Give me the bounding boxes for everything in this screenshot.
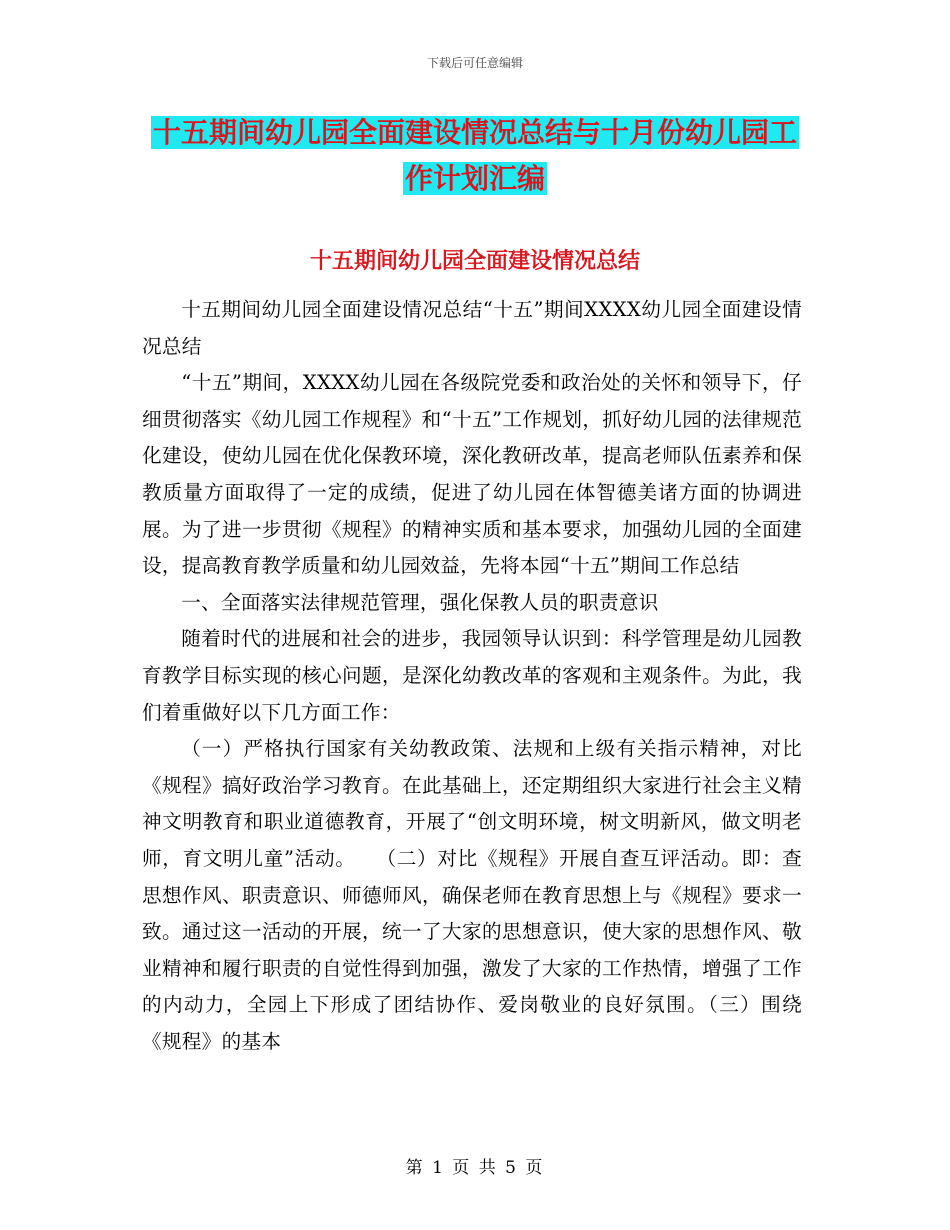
section-heading: 一、全面落实法律规范管理，强化保教人员的职责意识 — [181, 590, 659, 614]
body-text — [142, 292, 802, 1060]
paragraph: 十五期间幼儿园全面建设情况总结“十五”期间XXXX幼儿园全面建设情况总结 — [142, 298, 802, 358]
header-note: 下载后可任意编辑 — [426, 56, 523, 70]
paragraph: （一）严格执行国家有关幼教政策、法规和上级有关指示精神，对比《规程》搞好政治学习教育。在此基础上，还定期组织大家进行社会主义精神文明教育和职业道德教育，开展了“创文明环境，树文明新风，做文明老师，育文明儿童”活动。 （二）对比《规程》开展自查互评活动。即：查思想作风、职责意识、师德师风，确保老师在教育思想上与《规程》要求一致。通过这一活动的开展，统一了大家的思想意识，使大家的思想作风、敬业精神和履行职责的自觉性得到加强，激发了大家的工作热情，增强了工作的内动力，全园上下形成了团结协作、爱岗敬业的良好氛围。（三）围绕《规程》的基本 — [142, 737, 802, 1053]
page-number: 第 1 页 共 5 页 — [405, 1158, 545, 1178]
section-title: 十五期间幼儿园全面建设情况总结 — [309, 249, 640, 274]
paragraph: 随着时代的进展和社会的进步，我园领导认识到：科学管理是幼儿园教育教学目标实现的核心问题，是深化幼教改革的客观和主观条件。为此，我们着重做好以下几方面工作： — [142, 627, 802, 724]
title-line-1: 十五期间幼儿园全面建设情况总结与十月份幼儿园工 — [152, 116, 797, 149]
paragraph: “十五”期间，XXXX幼儿园在各级院党委和政治处的关怀和领导下，仔细贯彻落实《幼儿园工作规程》和“十五”工作规划，抓好幼儿园的法律规范化建设，使幼儿园在优化保教环境，深化教研改革，提高老师队伍素养和保教质量方面取得了一定的成绩，促进了幼儿园在体智德美诸方面的协调进展。为了进一步贯彻《规程》的精神实质和基本要求，加强幼儿园的全面建设，提高教育教学质量和幼儿园效益，先将本园“十五”期间工作总结 — [142, 371, 802, 578]
document-title — [140, 110, 810, 202]
title-line-2: 作计划汇编 — [404, 162, 545, 195]
